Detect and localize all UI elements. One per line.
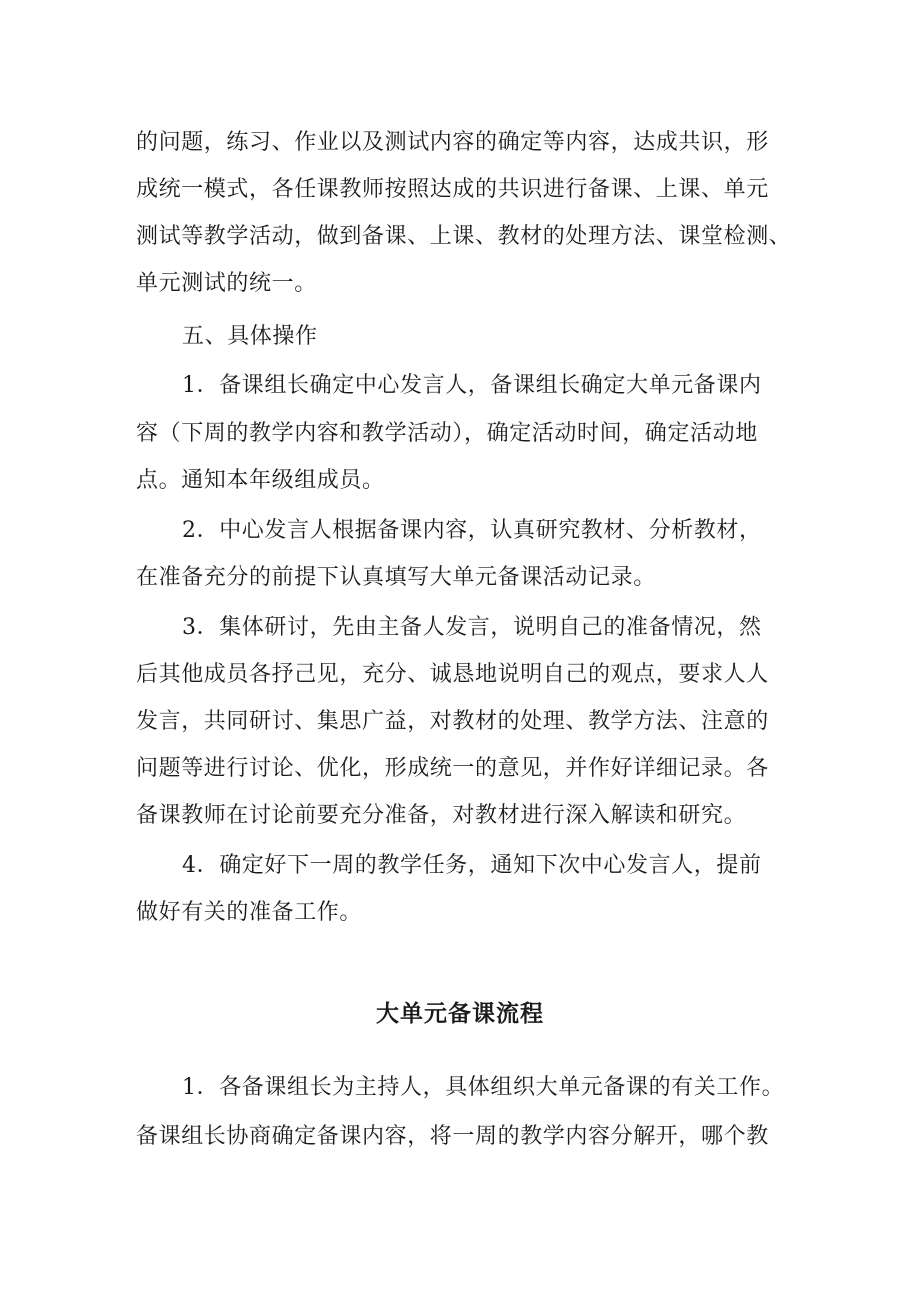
paragraph-line: 备课教师在讨论前要充分准备，对教材进行深入解读和研究。 <box>136 803 747 828</box>
paragraph-line: 成统一模式，各任课教师按照达成的共识进行备课、上课、单元 <box>136 177 769 202</box>
paragraph-line: 后其他成员各抒己见，充分、诚恳地说明自己的观点，要求人人 <box>136 662 769 687</box>
paragraph-line: 1．备课组长确定中心发言人，备课组长确定大单元备课内 <box>182 373 762 398</box>
paragraph-line: 问题等进行讨论、优化，形成统一的意见，并作好详细记录。各 <box>136 756 769 781</box>
paragraph-line: 发言，共同研讨、集思广益，对教材的处理、教学方法、注意的 <box>136 709 769 734</box>
paragraph-line: 点。通知本年级组成员。 <box>136 468 385 493</box>
paragraph-line: 的问题，练习、作业以及测试内容的确定等内容，达成共识，形 <box>136 130 769 155</box>
paragraph-line: 容（下周的教学内容和教学活动），确定活动时间，确定活动地 <box>136 421 758 446</box>
paragraph-line: 单元测试的统一。 <box>136 271 317 296</box>
paragraph-line: 备课组长协商确定备课内容，将一周的教学内容分解开，哪个教 <box>136 1124 769 1149</box>
paragraph-line: 在准备充分的前提下认真填写大单元备课活动记录。 <box>136 565 656 590</box>
paragraph-line: 做好有关的准备工作。 <box>136 900 363 925</box>
paragraph-line: 1．各备课组长为主持人，具体组织大单元备课的有关工作。 <box>182 1075 785 1100</box>
paragraph-line: 测试等教学活动，做到备课、上课、教材的处理方法、课堂检测、 <box>136 224 792 249</box>
section-title: 大单元备课流程 <box>376 1000 544 1027</box>
section-heading-specific-operations: 五、具体操作 <box>182 324 318 349</box>
paragraph-line: 4．确定好下一周的教学任务，通知下次中心发言人，提前 <box>182 853 762 878</box>
paragraph-line: 2．中心发言人根据备课内容，认真研究教材、分析教材， <box>182 518 762 543</box>
paragraph-line: 3．集体研讨，先由主备人发言，说明自己的准备情况，然 <box>182 615 762 640</box>
